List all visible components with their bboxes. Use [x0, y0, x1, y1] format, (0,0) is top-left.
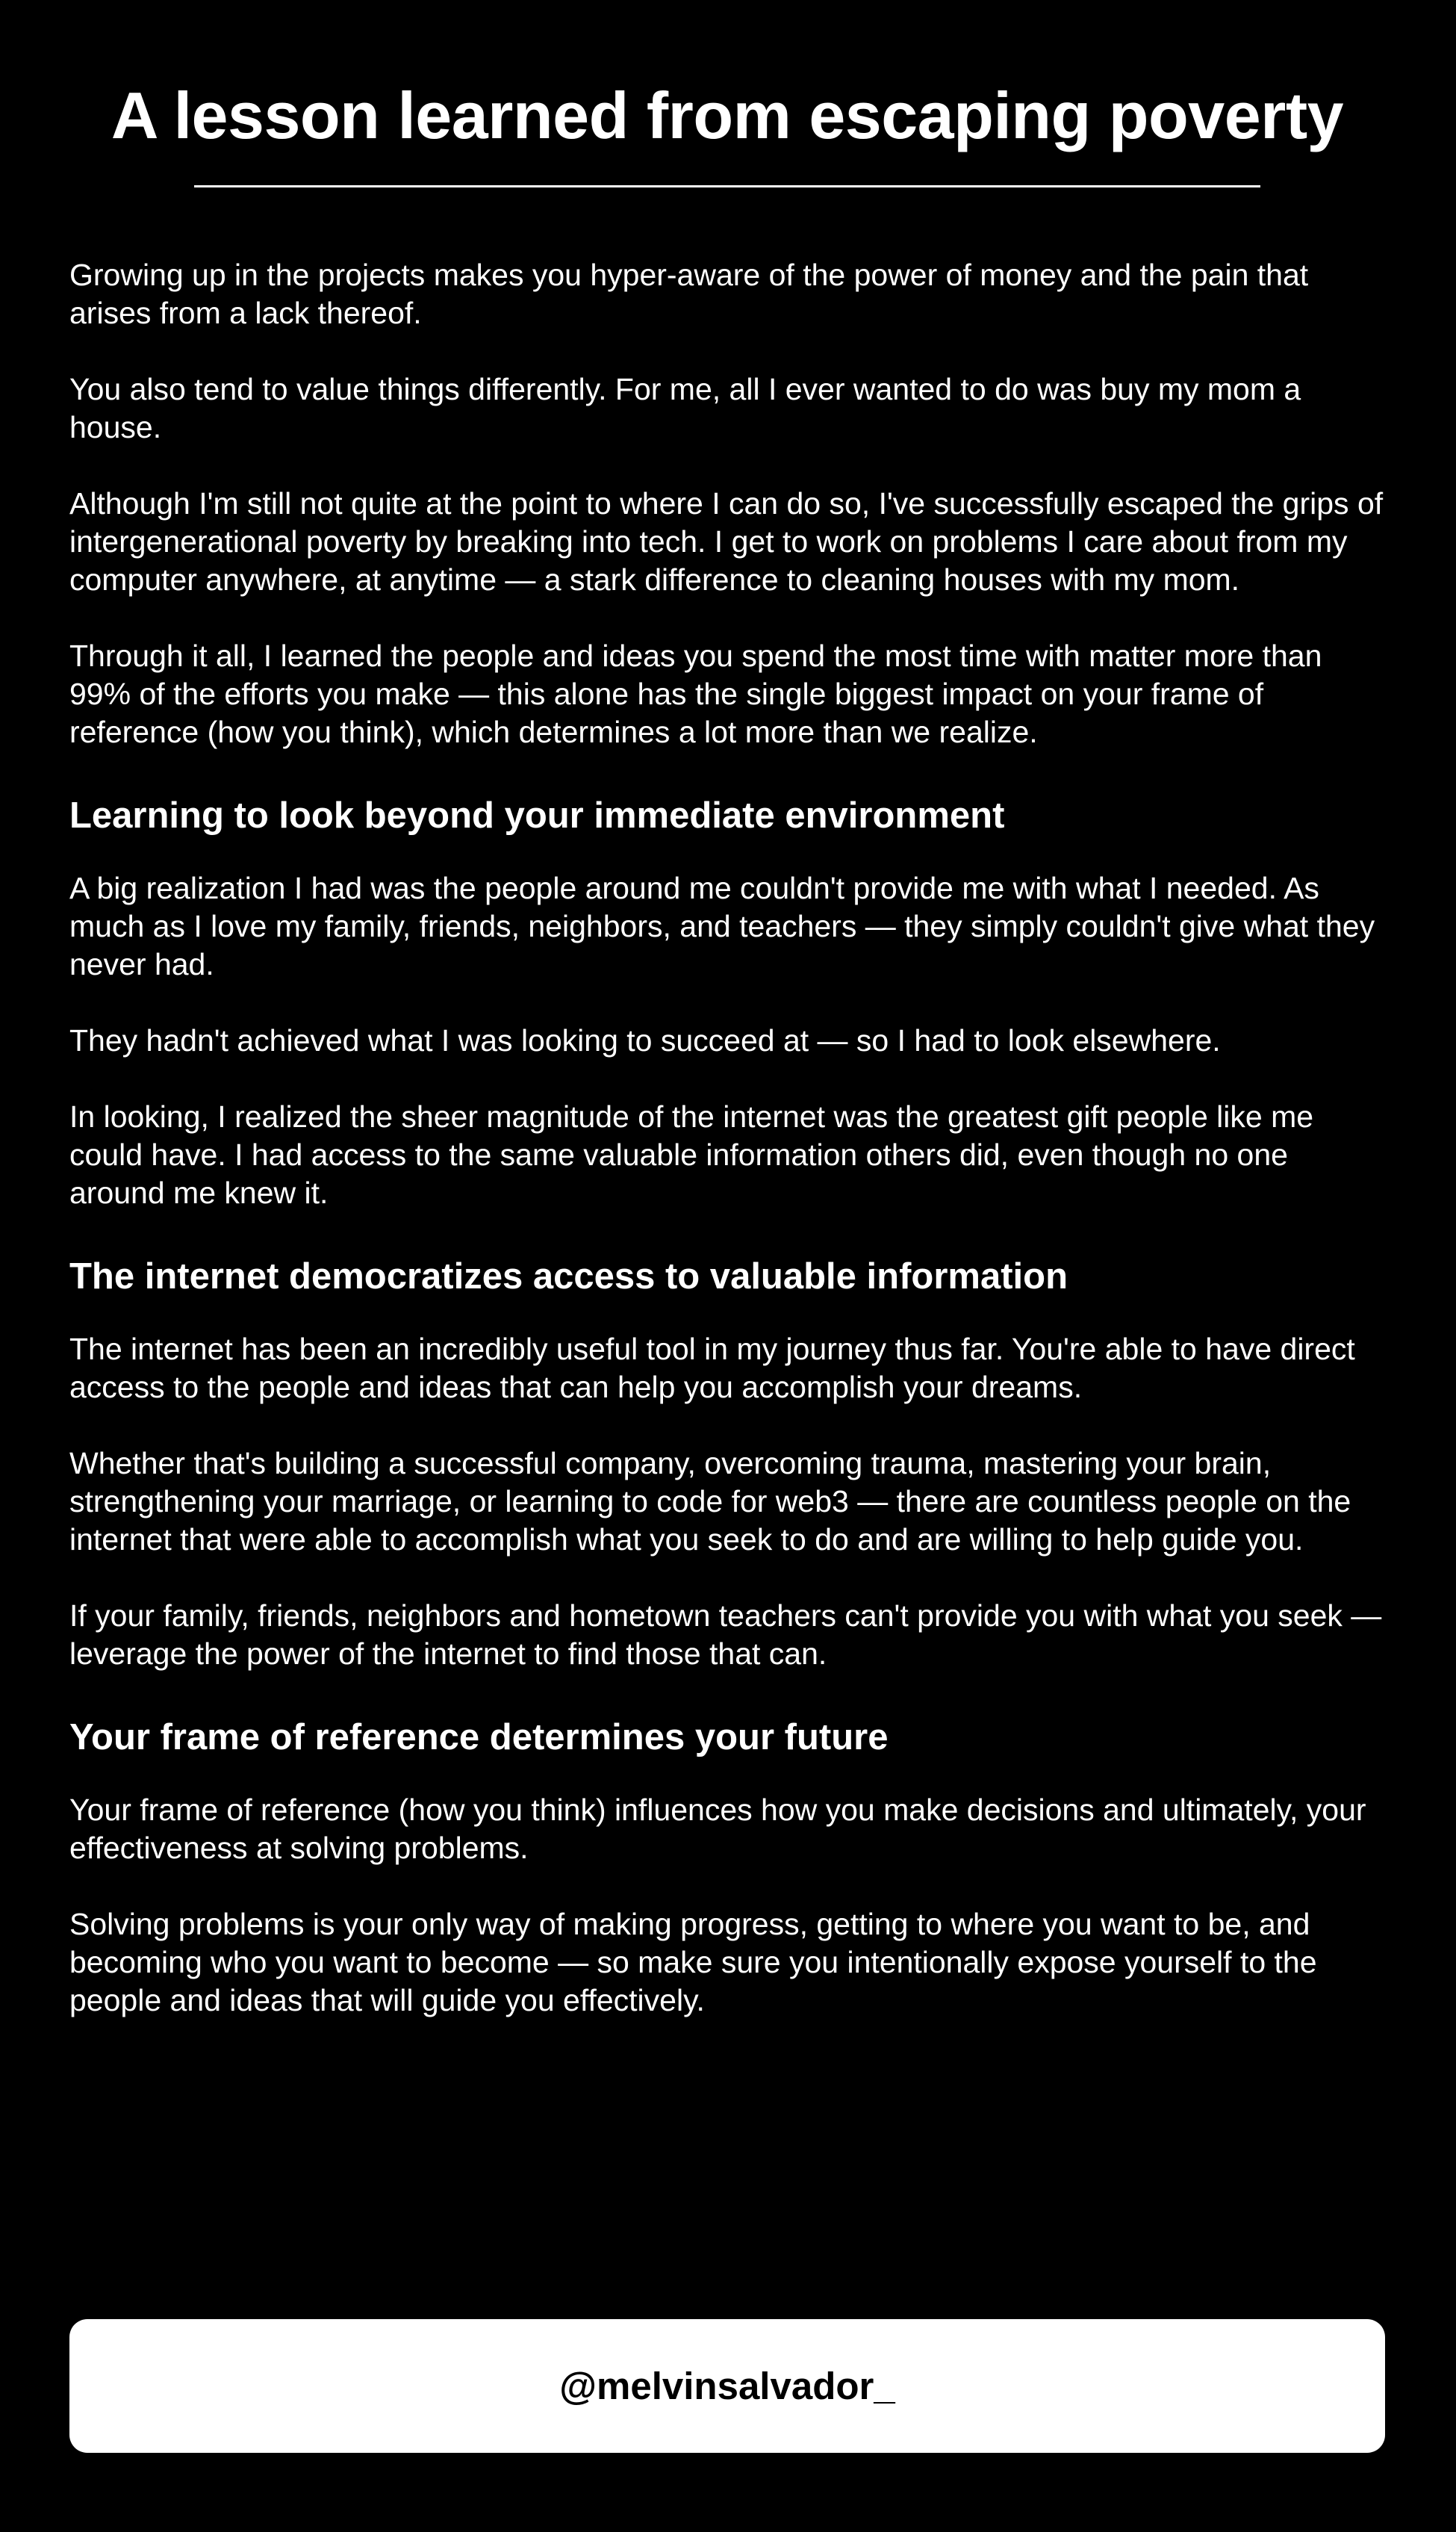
- article: [69, 0, 1385, 2058]
- section-look-beyond: [69, 793, 1385, 1212]
- title-divider: [194, 185, 1260, 187]
- page-title: A lesson learned from escaping poverty: [111, 78, 1344, 152]
- intro-paragraph: Although I'm still not quite at the point to where I can do so, I've successfully escaped the grips of intergenerational poverty by breaking into tech. I get to work on problems I care about from my computer anywhere, at anytime — a stark difference to cleaning houses with my mom.: [69, 486, 1384, 597]
- section-paragraph: They hadn't achieved what I was looking to succeed at — so I had to look elsewhere.: [69, 1023, 1221, 1058]
- intro-paragraph: Through it all, I learned the people and ideas you spend the most time with matter more than 99% of the efforts you make — this alone has the single biggest impact on your frame of reference (how you think), which determines a lot more than we realize.: [69, 639, 1322, 749]
- section-paragraph: Solving problems is your only way of making progress, getting to where you want to be, and becoming who you want to become — so make sure you intentionally expose yourself to the people and ideas that will guide you effectively.: [69, 1907, 1317, 2017]
- section-paragraph: Your frame of reference (how you think) influences how you make decisions and ultimately, your effectiveness at solving problems.: [69, 1793, 1366, 1865]
- section-paragraph: In looking, I realized the sheer magnitude of the internet was the greatest gift people like me could have. I had access to the same valuable information others did, even though no one around me knew it.: [69, 1099, 1314, 1210]
- section-paragraph: If your family, friends, neighbors and hometown teachers can't provide you with what you seek — leverage the power of the internet to find those that can.: [69, 1598, 1382, 1671]
- section-internet: [69, 1254, 1385, 1673]
- intro-section: [69, 256, 1385, 751]
- section-heading: The internet democratizes access to valuable information: [69, 1256, 1068, 1297]
- author-handle: @melvinsalvador_: [559, 2365, 895, 2407]
- section-paragraph: The internet has been an incredibly useful tool in my journey thus far. You're able to have direct access to the people and ideas that can help you accomplish your dreams.: [69, 1332, 1355, 1404]
- section-heading: Learning to look beyond your immediate environment: [69, 795, 1005, 836]
- section-paragraph: Whether that's building a successful company, overcoming trauma, mastering your brain, strengthening your marriage, or learning to code for web3 — there are countless people on the internet that were able to accomplish what you seek to do and are willing to help guide you.: [69, 1446, 1351, 1557]
- section-frame-of-reference: [69, 1715, 1385, 2020]
- section-paragraph: A big realization I had was the people around me couldn't provide me with what I needed. As much as I love my family, friends, neighbors, and teachers — they simply couldn't give what they never had.: [69, 871, 1375, 981]
- author-handle-card: [69, 2319, 1385, 2453]
- intro-paragraph: Growing up in the projects makes you hyper-aware of the power of money and the pain that arises from a lack thereof.: [69, 258, 1309, 330]
- section-heading: Your frame of reference determines your future: [69, 1717, 889, 1757]
- intro-paragraph: You also tend to value things differently. For me, all I ever wanted to do was buy my mom a house.: [69, 372, 1301, 444]
